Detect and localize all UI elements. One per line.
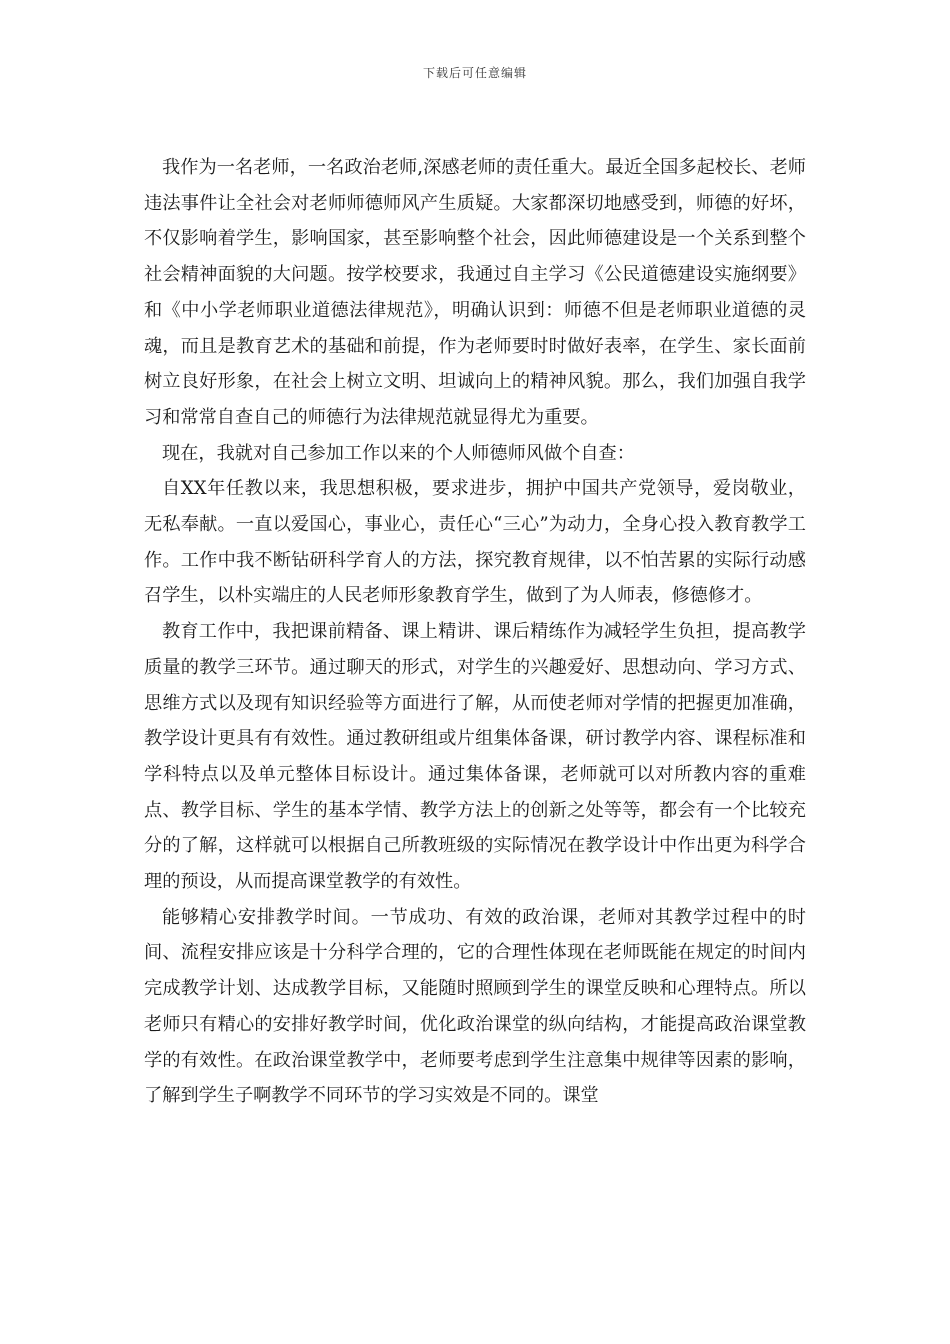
- page-header: 下载后可任意编辑: [422, 66, 527, 80]
- paragraph-2: 现在，我就对自己参加工作以来的个人师德师风做个自查：: [162, 442, 635, 464]
- paragraph-5: 能够精心安排教学时间。一节成功、有效的政治课，老师对其教学过程中的时间、流程安排应该是十分科学合理的，它的合理性体现在老师既能在规定的时间内完成教学计划、达成教学目标，又能随时照顾到学生的课堂反映和心理特点。所以老师只有精心的安排好教学时间，优化政治课堂的纵向结构，才能提高政治课堂教学的有效性。在政治课堂教学中，老师要考虑到学生注意集中规律等因素的影响，了解到学生子啊教学不同环节的学习实效是不同的。课堂: [144, 906, 806, 1107]
- paragraph-4: 教育工作中，我把课前精备、课上精讲、课后精练作为减轻学生负担，提高教学质量的教学三环节。通过聊天的形式，对学生的兴趣爱好、思想动向、学习方式、思维方式以及现有知识经验等方面进行了解，从而使老师对学情的把握更加准确，教学设计更具有有效性。通过教研组或片组集体备课，研讨教学内容、课程标准和学科特点以及单元整体目标设计。通过集体备课，老师就可以对所教内容的重难点、教学目标、学生的基本学情、教学方法上的创新之处等等，都会有一个比较充分的了解，这样就可以根据自己所教班级的实际情况在教学设计中作出更为科学合理的预设，从而提高课堂教学的有效性。: [144, 621, 806, 893]
- document-body: [144, 150, 806, 1114]
- paragraph-3: 自XX年任教以来，我思想积极，要求进步，拥护中国共产党领导，爱岗敬业，无私奉献。一直以爱国心，事业心，责任心“三心”为动力，全身心投入教育教学工作。工作中我不断钻研科学育人的方法，探究教育规律，以不怕苦累的实际行动感召学生，以朴实端庄的人民老师形象教育学生，做到了为人师表，修德修才。: [144, 478, 806, 607]
- paragraph-1: 我作为一名老师，一名政治老师,深感老师的责任重大。最近全国多起校长、老师违法事件让全社会对老师师德师风产生质疑。大家都深切地感受到，师德的好坏，不仅影响着学生，影响国家，甚至影响整个社会，因此师德建设是一个关系到整个社会精神面貌的大问题。按学校要求，我通过自主学习《公民道德建设实施纲要》和《中小学老师职业道德法律规范》，明确认识到：师德不但是老师职业道德的灵魂，而且是教育艺术的基础和前提，作为老师要时时做好表率，在学生、家长面前树立良好形象，在社会上树立文明、坦诚向上的精神风貌。那么，我们加强自我学习和常常自查自己的师德行为法律规范就显得尤为重要。: [144, 157, 806, 428]
